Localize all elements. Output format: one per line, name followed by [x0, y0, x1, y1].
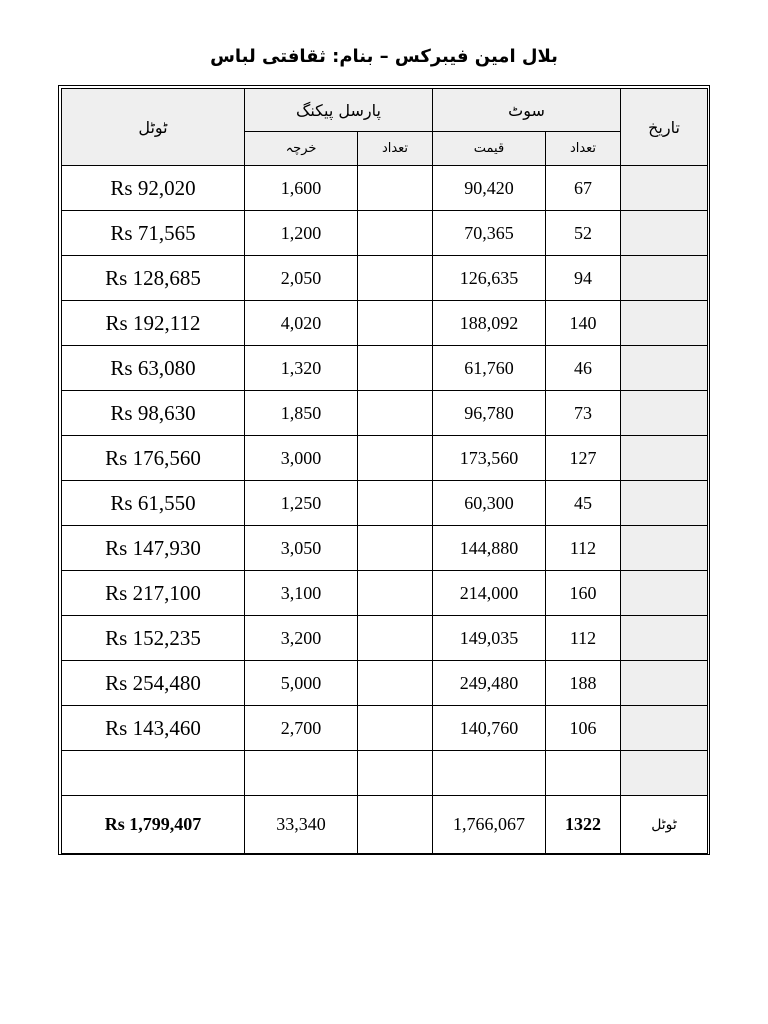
row-suit-count: 140: [546, 301, 621, 346]
header-total: ٹوٹل: [62, 89, 245, 166]
row-date: [621, 571, 708, 616]
row-packing-expense: 5,000: [245, 661, 358, 706]
row-packing-count: [358, 526, 433, 571]
row-packing-expense: 1,600: [245, 166, 358, 211]
document-title: بلال امین فیبرکس – بنام: ثقافتی لباس: [210, 46, 558, 67]
row-suit-count: [546, 751, 621, 796]
row-suit-price: 90,420: [433, 166, 546, 211]
row-suit-count: 112: [546, 526, 621, 571]
row-suit-count: 67: [546, 166, 621, 211]
table-row: [62, 751, 708, 796]
row-packing-count: [358, 616, 433, 661]
row-date: [621, 706, 708, 751]
row-packing-expense: 1,850: [245, 391, 358, 436]
row-suit-price: 173,560: [433, 436, 546, 481]
row-suit-count: 106: [546, 706, 621, 751]
row-date: [621, 256, 708, 301]
row-date: [621, 211, 708, 256]
row-total: Rs 71,565: [62, 211, 245, 256]
row-date: [621, 661, 708, 706]
row-suit-price: 60,300: [433, 481, 546, 526]
header-suit-count: تعداد: [546, 132, 621, 166]
row-total: Rs 192,112: [62, 301, 245, 346]
header-packing-expense: خرچہ: [245, 132, 358, 166]
table-row: [62, 211, 708, 256]
row-packing-count: [358, 706, 433, 751]
row-packing-count: [358, 256, 433, 301]
row-packing-count: [358, 166, 433, 211]
row-suit-price: 249,480: [433, 661, 546, 706]
total-suit-price: 1,766,067: [433, 796, 546, 854]
row-total: [62, 751, 245, 796]
row-packing-count: [358, 436, 433, 481]
row-total: Rs 61,550: [62, 481, 245, 526]
row-suit-price: 140,760: [433, 706, 546, 751]
row-suit-price: 214,000: [433, 571, 546, 616]
table-row: [62, 436, 708, 481]
row-suit-count: 46: [546, 346, 621, 391]
table-row: [62, 166, 708, 211]
row-total: Rs 92,020: [62, 166, 245, 211]
row-suit-price: 61,760: [433, 346, 546, 391]
row-suit-price: 96,780: [433, 391, 546, 436]
row-packing-expense: 3,000: [245, 436, 358, 481]
row-packing-count: [358, 751, 433, 796]
table-row: [62, 661, 708, 706]
row-suit-count: 160: [546, 571, 621, 616]
header-suit: سوٹ: [433, 89, 621, 132]
row-suit-count: 112: [546, 616, 621, 661]
total-suit-count: 1322: [546, 796, 621, 854]
row-total: Rs 147,930: [62, 526, 245, 571]
row-packing-expense: 4,020: [245, 301, 358, 346]
row-packing-expense: 3,100: [245, 571, 358, 616]
row-suit-count: 188: [546, 661, 621, 706]
table-row: [62, 346, 708, 391]
row-date: [621, 301, 708, 346]
row-packing-expense: [245, 751, 358, 796]
table-row: [62, 616, 708, 661]
header-parcel-packing: پارسل پیکنگ: [245, 89, 433, 132]
row-packing-count: [358, 481, 433, 526]
row-suit-price: [433, 751, 546, 796]
ledger-table: [61, 88, 708, 854]
row-suit-count: 94: [546, 256, 621, 301]
row-packing-count: [358, 661, 433, 706]
row-total: Rs 128,685: [62, 256, 245, 301]
row-packing-count: [358, 211, 433, 256]
header-date: تاریخ: [621, 89, 708, 166]
table-row: [62, 256, 708, 301]
ledger-table-frame: [58, 85, 710, 855]
row-packing-expense: 1,200: [245, 211, 358, 256]
row-packing-expense: 2,050: [245, 256, 358, 301]
table-row: [62, 706, 708, 751]
row-packing-expense: 2,700: [245, 706, 358, 751]
ledger-body: [62, 166, 708, 796]
row-suit-count: 45: [546, 481, 621, 526]
row-total: Rs 152,235: [62, 616, 245, 661]
row-packing-count: [358, 301, 433, 346]
row-date: [621, 346, 708, 391]
totals-row: [62, 796, 708, 854]
row-packing-expense: 3,200: [245, 616, 358, 661]
table-row: [62, 301, 708, 346]
row-date: [621, 481, 708, 526]
row-date: [621, 751, 708, 796]
total-packing-expense: 33,340: [245, 796, 358, 854]
row-packing-expense: 3,050: [245, 526, 358, 571]
row-date: [621, 526, 708, 571]
row-total: Rs 254,480: [62, 661, 245, 706]
table-row: [62, 571, 708, 616]
row-packing-count: [358, 346, 433, 391]
row-suit-count: 127: [546, 436, 621, 481]
row-date: [621, 436, 708, 481]
row-date: [621, 391, 708, 436]
row-suit-count: 73: [546, 391, 621, 436]
row-date: [621, 616, 708, 661]
row-suit-price: 188,092: [433, 301, 546, 346]
row-total: Rs 217,100: [62, 571, 245, 616]
row-suit-price: 126,635: [433, 256, 546, 301]
row-suit-count: 52: [546, 211, 621, 256]
totals-label: ٹوٹل: [621, 796, 708, 854]
grand-total: Rs 1,799,407: [62, 796, 245, 854]
row-total: Rs 143,460: [62, 706, 245, 751]
header-suit-price: قیمت: [433, 132, 546, 166]
table-row: [62, 481, 708, 526]
row-total: Rs 176,560: [62, 436, 245, 481]
row-packing-expense: 1,320: [245, 346, 358, 391]
row-packing-expense: 1,250: [245, 481, 358, 526]
table-row: [62, 391, 708, 436]
row-packing-count: [358, 571, 433, 616]
row-total: Rs 63,080: [62, 346, 245, 391]
header-packing-count: تعداد: [358, 132, 433, 166]
total-packing-count: [358, 796, 433, 854]
row-suit-price: 144,880: [433, 526, 546, 571]
row-total: Rs 98,630: [62, 391, 245, 436]
row-suit-price: 149,035: [433, 616, 546, 661]
row-date: [621, 166, 708, 211]
row-suit-price: 70,365: [433, 211, 546, 256]
table-row: [62, 526, 708, 571]
row-packing-count: [358, 391, 433, 436]
